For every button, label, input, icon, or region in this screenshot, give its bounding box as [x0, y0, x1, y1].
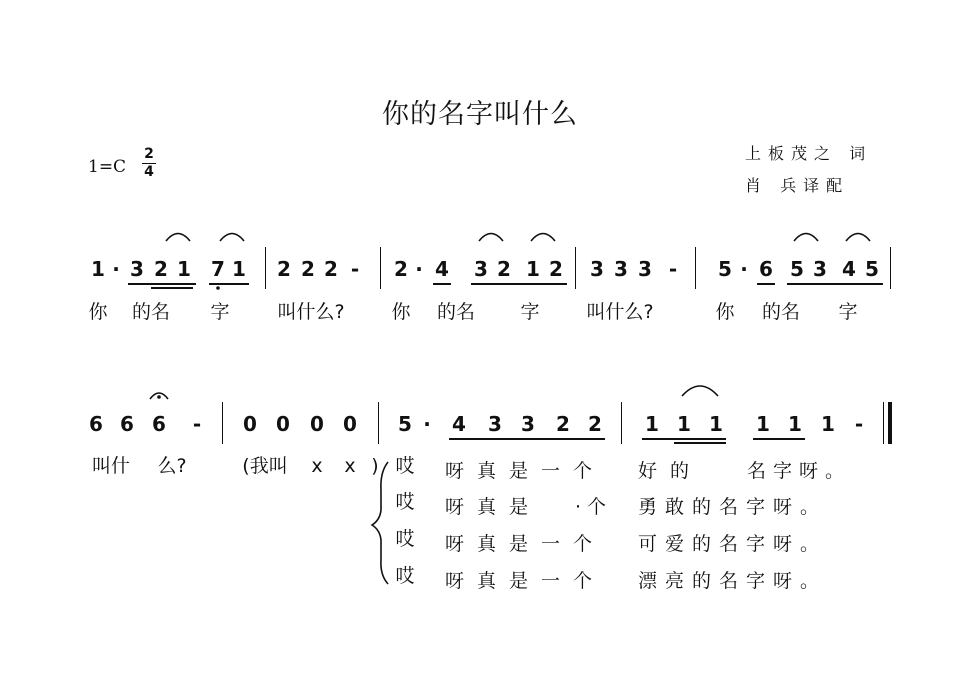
note: 6: [120, 412, 134, 436]
dash: -: [854, 412, 864, 436]
lyric: (我叫: [242, 455, 288, 477]
note: 3: [590, 257, 604, 281]
note: 2: [301, 257, 315, 281]
lyric: 么?: [157, 455, 187, 477]
note: 2: [277, 257, 291, 281]
note: 3: [813, 257, 827, 281]
slur: [794, 234, 818, 242]
note: 2: [394, 257, 408, 281]
lyric: 的名: [761, 301, 801, 323]
slur: [479, 234, 503, 242]
note: 1: [526, 257, 540, 281]
dash: -: [668, 257, 678, 281]
note: 1: [709, 412, 723, 436]
note: 6: [759, 257, 773, 281]
rest: 0: [243, 412, 257, 436]
lyric: 的名: [436, 301, 476, 323]
low-octave-dot: [216, 286, 220, 290]
note: 2: [324, 257, 338, 281]
verse-1-word: 名字呀。: [747, 460, 852, 482]
lyric: 的名: [131, 301, 171, 323]
note: 3: [474, 257, 488, 281]
note: 2: [154, 257, 168, 281]
translator-credit: 肖 兵译配: [745, 176, 850, 195]
note: 1: [821, 412, 835, 436]
dot: ·: [112, 257, 120, 281]
verse-4-word: 漂亮的名字呀。: [638, 570, 828, 592]
lyric: 你: [391, 301, 411, 323]
note: 2: [549, 257, 563, 281]
verse-2-word: ·个: [575, 496, 613, 518]
lyric: 叫什么?: [277, 301, 345, 323]
note: 2: [588, 412, 602, 436]
note: 3: [130, 257, 144, 281]
note: 3: [638, 257, 652, 281]
note: 5: [398, 412, 412, 436]
lyricist-credit: 上板茂之 词: [745, 144, 873, 163]
lyric: ): [371, 455, 379, 477]
lyric: 字: [838, 301, 858, 323]
note: 5: [865, 257, 879, 281]
lyric: 叫什么?: [586, 301, 654, 323]
dash: -: [192, 412, 202, 436]
dot: ·: [740, 257, 748, 281]
note: 2: [497, 257, 511, 281]
note: 3: [614, 257, 628, 281]
note: 1: [232, 257, 246, 281]
verse-2-word: 哎: [395, 491, 415, 513]
time-signature-bottom: 4: [144, 164, 154, 180]
note: 2: [556, 412, 570, 436]
slur: [220, 234, 244, 242]
dot: ·: [423, 412, 431, 436]
verse-4-word: 哎: [395, 565, 415, 587]
note: 4: [435, 257, 449, 281]
slur: [166, 234, 190, 242]
lyric: 字: [520, 301, 540, 323]
fermata-dot: [157, 395, 161, 399]
note: 1: [645, 412, 659, 436]
note: 6: [152, 412, 166, 436]
dash: -: [350, 257, 360, 281]
note: 4: [842, 257, 856, 281]
slur: [531, 234, 555, 242]
lyric: 你: [88, 301, 108, 323]
lyric-brace: [372, 462, 388, 584]
lyric: 叫什: [91, 455, 131, 477]
slur: [682, 386, 718, 396]
lyric: 字: [210, 301, 230, 323]
note: 1: [677, 412, 691, 436]
slur: [846, 234, 870, 242]
verse-3-word: 哎: [395, 528, 415, 550]
note: 4: [452, 412, 466, 436]
key-signature: 1=C: [88, 157, 127, 177]
rest: 0: [310, 412, 324, 436]
note: 1: [91, 257, 105, 281]
verse-4-word: 呀真是一个: [445, 570, 606, 592]
verse-3-word: 可爱的名字呀。: [638, 533, 828, 555]
verse-2-word: 勇敢的名字呀。: [638, 496, 828, 518]
verse-3-word: 呀真是一个: [445, 533, 606, 555]
lyric: x: [311, 455, 323, 477]
rest: 0: [276, 412, 290, 436]
note: 6: [89, 412, 103, 436]
note: 7: [211, 257, 225, 281]
note: 1: [177, 257, 191, 281]
note: 1: [756, 412, 770, 436]
note: 3: [521, 412, 535, 436]
song-title: 你的名字叫什么: [382, 99, 578, 130]
lyric: x: [344, 455, 356, 477]
lyric: 你: [715, 301, 735, 323]
verse-2-word: 呀真是: [445, 496, 542, 518]
dot: ·: [415, 257, 423, 281]
verse-1-word: 哎: [395, 455, 415, 477]
verse-1-word: 呀真是一个: [445, 460, 606, 482]
verse-1-word: 好的: [638, 460, 703, 482]
time-signature-top: 2: [144, 146, 154, 162]
rest: 0: [343, 412, 357, 436]
note: 3: [488, 412, 502, 436]
note: 1: [788, 412, 802, 436]
note: 5: [790, 257, 804, 281]
note: 5: [718, 257, 732, 281]
